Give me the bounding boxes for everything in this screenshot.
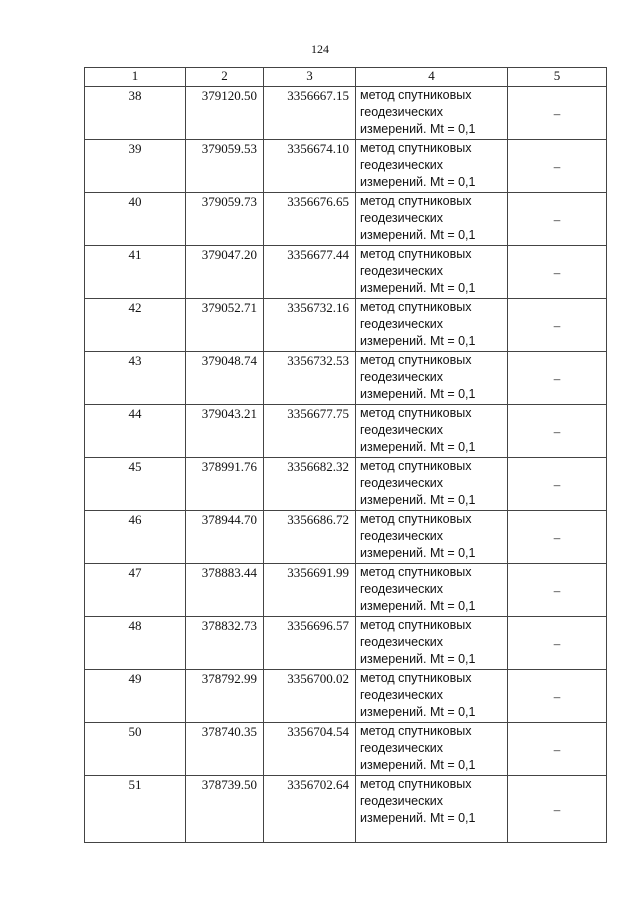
method-line: метод спутниковых — [360, 247, 472, 261]
point-number-cell: 50 — [85, 723, 186, 776]
x-coordinate-cell: 379047.20 — [186, 246, 264, 299]
note-cell: – — [508, 193, 607, 246]
column-header-2: 2 — [186, 68, 264, 87]
method-line: метод спутниковых — [360, 353, 472, 367]
method-line: геодезических — [360, 264, 444, 278]
method-cell — [356, 617, 508, 670]
table-header — [85, 68, 607, 87]
note-cell: – — [508, 511, 607, 564]
method-line: геодезических — [360, 211, 444, 225]
method-cell — [356, 723, 508, 776]
method-cell — [356, 458, 508, 511]
method-line: измерений. Mt = 0,1 — [360, 387, 476, 401]
x-coordinate-cell: 379059.53 — [186, 140, 264, 193]
table-row — [85, 246, 607, 299]
y-coordinate-cell: 3356677.75 — [264, 405, 356, 458]
method-line: метод спутниковых — [360, 406, 472, 420]
y-coordinate-cell: 3356682.32 — [264, 458, 356, 511]
method-cell — [356, 670, 508, 723]
point-number-cell: 47 — [85, 564, 186, 617]
note-cell: – — [508, 246, 607, 299]
point-number-cell: 48 — [85, 617, 186, 670]
method-line: геодезических — [360, 794, 444, 808]
x-coordinate-cell: 379048.74 — [186, 352, 264, 405]
y-coordinate-cell: 3356732.16 — [264, 299, 356, 352]
method-line: измерений. Mt = 0,1 — [360, 440, 476, 454]
y-coordinate-cell: 3356676.65 — [264, 193, 356, 246]
method-line: геодезических — [360, 688, 444, 702]
point-number-cell: 51 — [85, 776, 186, 843]
x-coordinate-cell: 378944.70 — [186, 511, 264, 564]
method-line: геодезических — [360, 158, 444, 172]
method-line: геодезических — [360, 582, 444, 596]
note-cell: – — [508, 723, 607, 776]
note-cell: – — [508, 617, 607, 670]
table-row — [85, 564, 607, 617]
page-number: 124 — [311, 42, 329, 56]
method-line: геодезических — [360, 476, 444, 490]
table-row — [85, 617, 607, 670]
y-coordinate-cell: 3356702.64 — [264, 776, 356, 843]
method-cell — [356, 405, 508, 458]
x-coordinate-cell: 378991.76 — [186, 458, 264, 511]
note-cell: – — [508, 299, 607, 352]
note-cell: – — [508, 405, 607, 458]
method-cell — [356, 246, 508, 299]
y-coordinate-cell: 3356667.15 — [264, 87, 356, 140]
header-row — [85, 68, 607, 87]
method-line: метод спутниковых — [360, 300, 472, 314]
method-line: измерений. Mt = 0,1 — [360, 705, 476, 719]
method-line: измерений. Mt = 0,1 — [360, 811, 476, 825]
method-line: метод спутниковых — [360, 194, 472, 208]
method-line: измерений. Mt = 0,1 — [360, 175, 476, 189]
note-cell: – — [508, 776, 607, 843]
method-line: геодезических — [360, 423, 444, 437]
method-cell — [356, 564, 508, 617]
table-row — [85, 405, 607, 458]
table-row — [85, 776, 607, 843]
x-coordinate-cell: 378832.73 — [186, 617, 264, 670]
point-number-cell: 42 — [85, 299, 186, 352]
table-row — [85, 670, 607, 723]
method-line: измерений. Mt = 0,1 — [360, 652, 476, 666]
column-header-5: 5 — [508, 68, 607, 87]
x-coordinate-cell: 379052.71 — [186, 299, 264, 352]
point-number-cell: 49 — [85, 670, 186, 723]
method-line: измерений. Mt = 0,1 — [360, 493, 476, 507]
x-coordinate-cell: 378792.99 — [186, 670, 264, 723]
point-number-cell: 45 — [85, 458, 186, 511]
method-line: геодезических — [360, 529, 444, 543]
table-row — [85, 352, 607, 405]
coordinates-table — [84, 67, 607, 843]
table-body — [85, 87, 607, 843]
x-coordinate-cell: 379120.50 — [186, 87, 264, 140]
method-cell — [356, 193, 508, 246]
y-coordinate-cell: 3356674.10 — [264, 140, 356, 193]
method-line: геодезических — [360, 105, 444, 119]
table-row — [85, 723, 607, 776]
method-cell — [356, 352, 508, 405]
method-line: измерений. Mt = 0,1 — [360, 122, 476, 136]
point-number-cell: 43 — [85, 352, 186, 405]
point-number-cell: 40 — [85, 193, 186, 246]
method-line: метод спутниковых — [360, 512, 472, 526]
y-coordinate-cell: 3356704.54 — [264, 723, 356, 776]
x-coordinate-cell: 378883.44 — [186, 564, 264, 617]
method-line: метод спутниковых — [360, 141, 472, 155]
method-cell — [356, 87, 508, 140]
method-line: метод спутниковых — [360, 671, 472, 685]
method-line: измерений. Mt = 0,1 — [360, 758, 476, 772]
method-line: метод спутниковых — [360, 777, 472, 791]
table-row — [85, 140, 607, 193]
method-line: метод спутниковых — [360, 618, 472, 632]
y-coordinate-cell: 3356732.53 — [264, 352, 356, 405]
method-line: измерений. Mt = 0,1 — [360, 281, 476, 295]
method-cell — [356, 299, 508, 352]
method-line: геодезических — [360, 741, 444, 755]
method-cell — [356, 511, 508, 564]
table-row — [85, 193, 607, 246]
method-line: геодезических — [360, 370, 444, 384]
note-cell: – — [508, 670, 607, 723]
method-cell — [356, 140, 508, 193]
x-coordinate-cell: 378740.35 — [186, 723, 264, 776]
point-number-cell: 44 — [85, 405, 186, 458]
point-number-cell: 38 — [85, 87, 186, 140]
note-cell: – — [508, 564, 607, 617]
column-header-4: 4 — [356, 68, 508, 87]
method-line: метод спутниковых — [360, 724, 472, 738]
method-line: измерений. Mt = 0,1 — [360, 228, 476, 242]
point-number-cell: 39 — [85, 140, 186, 193]
note-cell: – — [508, 352, 607, 405]
note-cell: – — [508, 140, 607, 193]
x-coordinate-cell: 378739.50 — [186, 776, 264, 843]
note-cell: – — [508, 458, 607, 511]
column-header-1: 1 — [85, 68, 186, 87]
method-line: метод спутниковых — [360, 88, 472, 102]
method-line: метод спутниковых — [360, 565, 472, 579]
table-row — [85, 87, 607, 140]
method-line: измерений. Mt = 0,1 — [360, 546, 476, 560]
table-row — [85, 458, 607, 511]
note-cell: – — [508, 87, 607, 140]
method-line: измерений. Mt = 0,1 — [360, 599, 476, 613]
method-line: геодезических — [360, 317, 444, 331]
y-coordinate-cell: 3356696.57 — [264, 617, 356, 670]
point-number-cell: 46 — [85, 511, 186, 564]
method-line: измерений. Mt = 0,1 — [360, 334, 476, 348]
method-cell — [356, 776, 508, 843]
y-coordinate-cell: 3356677.44 — [264, 246, 356, 299]
x-coordinate-cell: 379059.73 — [186, 193, 264, 246]
table-row — [85, 299, 607, 352]
point-number-cell: 41 — [85, 246, 186, 299]
y-coordinate-cell: 3356686.72 — [264, 511, 356, 564]
method-line: метод спутниковых — [360, 459, 472, 473]
method-line: геодезических — [360, 635, 444, 649]
table-row — [85, 511, 607, 564]
y-coordinate-cell: 3356691.99 — [264, 564, 356, 617]
y-coordinate-cell: 3356700.02 — [264, 670, 356, 723]
column-header-3: 3 — [264, 68, 356, 87]
x-coordinate-cell: 379043.21 — [186, 405, 264, 458]
